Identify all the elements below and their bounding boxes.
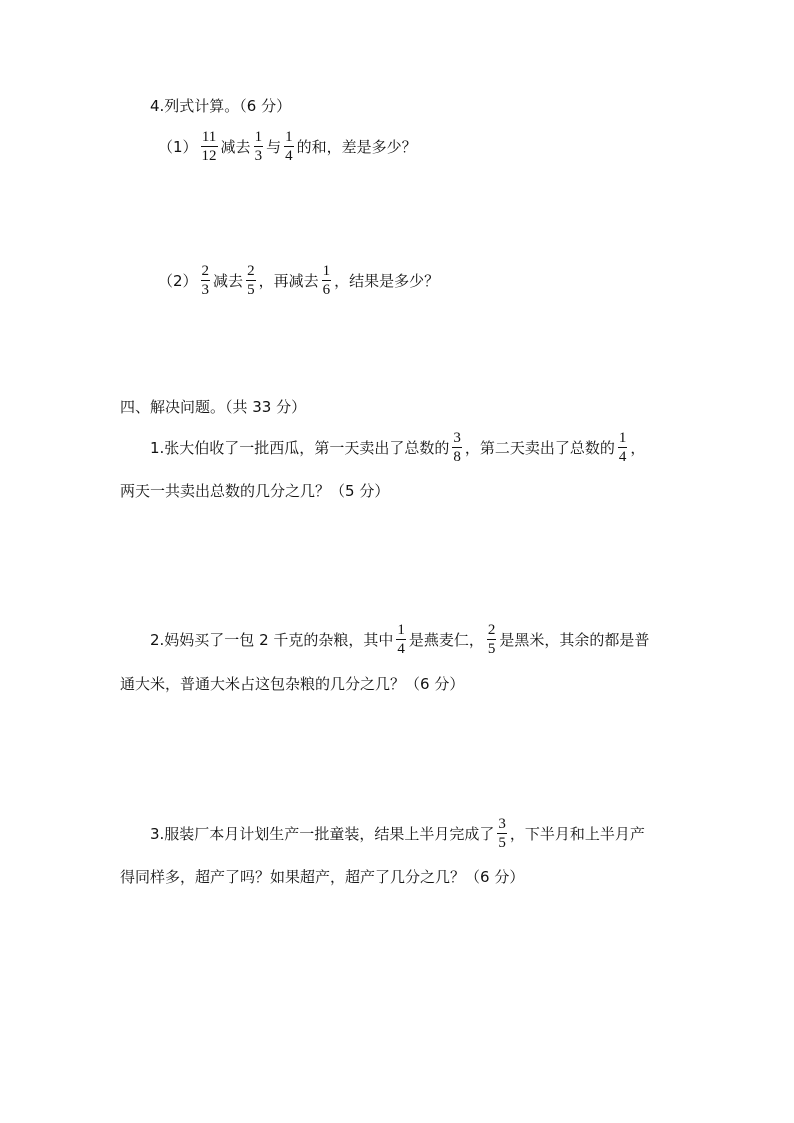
fraction — [322, 263, 332, 298]
q4-p1-prefix: （1） — [158, 137, 198, 156]
problem-3-line-1 — [150, 816, 645, 851]
section-4-title: 四、解决问题。（共 33 分） — [120, 398, 307, 416]
fraction — [254, 129, 264, 164]
fraction-denominator: 3 — [254, 148, 263, 164]
q4-p2-text-2: ，再减去 — [258, 271, 319, 290]
problem-2-text-3: 是黑米，其余的都是普 — [499, 630, 650, 649]
problem-3-text-2: ，下半月和上半月产 — [509, 824, 645, 843]
fraction-denominator: 5 — [247, 282, 255, 298]
fraction-numerator: 3 — [498, 816, 506, 832]
problem-2-text-2: 是燕麦仁， — [408, 630, 484, 649]
problem-1-text-1: 1.张大伯收了一批西瓜，第一天卖出了总数的 — [150, 438, 450, 457]
problem-1-text-2: ，第二天卖出了总数的 — [464, 438, 615, 457]
problem-2-line-2: 通大米，普通大米占这包杂粮的几分之几？（6 分） — [120, 675, 465, 693]
fraction-numerator: 1 — [285, 129, 293, 145]
problem-2-text-1: 2.妈妈买了一包 2 千克的杂粮，其中 — [150, 630, 394, 649]
fraction-denominator: 12 — [201, 148, 217, 164]
fraction-numerator: 3 — [453, 430, 461, 446]
fraction-numerator: 2 — [487, 622, 496, 638]
problem-1-line-2: 两天一共卖出总数的几分之几？（5 分） — [120, 482, 390, 500]
fraction — [284, 129, 294, 164]
q4-p2-text-1: 减去 — [213, 271, 244, 290]
fraction-denominator: 5 — [487, 641, 496, 657]
fraction — [487, 622, 497, 657]
fraction-numerator: 2 — [247, 263, 255, 279]
fraction-numerator: 1 — [618, 430, 627, 446]
q4-p1-text-1: 减去 — [220, 137, 251, 156]
fraction — [497, 816, 507, 851]
fraction — [201, 263, 211, 298]
q4-p1-text-2: 与 — [266, 137, 282, 156]
problem-1-text-3: ， — [630, 438, 646, 457]
fraction — [618, 430, 628, 465]
q4-p2-prefix: （2） — [158, 271, 198, 290]
fraction-numerator: 1 — [254, 129, 263, 145]
fraction-numerator: 11 — [201, 129, 217, 145]
fraction-denominator: 3 — [201, 282, 210, 298]
fraction-denominator: 8 — [453, 449, 461, 465]
problem-1-line-1 — [150, 430, 645, 465]
fraction-denominator: 6 — [322, 282, 331, 298]
problem-2-line-1 — [150, 622, 649, 657]
q4-p1-text-3: 的和，差是多少？ — [296, 137, 417, 156]
problem-3-line-2: 得同样多，超产了吗？如果超产，超产了几分之几？（6 分） — [120, 868, 525, 886]
fraction-denominator: 4 — [397, 641, 405, 657]
fraction-numerator: 1 — [322, 263, 331, 279]
q4-p2-text-3: ，结果是多少？ — [334, 271, 440, 290]
q4-title: 4.列式计算。（6 分） — [150, 97, 292, 115]
fraction — [201, 129, 218, 164]
fraction-denominator: 4 — [285, 148, 293, 164]
fraction-numerator: 2 — [201, 263, 210, 279]
q4-problem-1 — [158, 129, 417, 164]
fraction-denominator: 5 — [498, 835, 506, 851]
fraction-denominator: 4 — [618, 449, 627, 465]
fraction — [452, 430, 462, 465]
q4-problem-2 — [158, 263, 439, 298]
fraction — [396, 622, 406, 657]
fraction — [246, 263, 256, 298]
fraction-numerator: 1 — [397, 622, 405, 638]
problem-3-text-1: 3.服装厂本月计划生产一批童装，结果上半月完成了 — [150, 824, 495, 843]
